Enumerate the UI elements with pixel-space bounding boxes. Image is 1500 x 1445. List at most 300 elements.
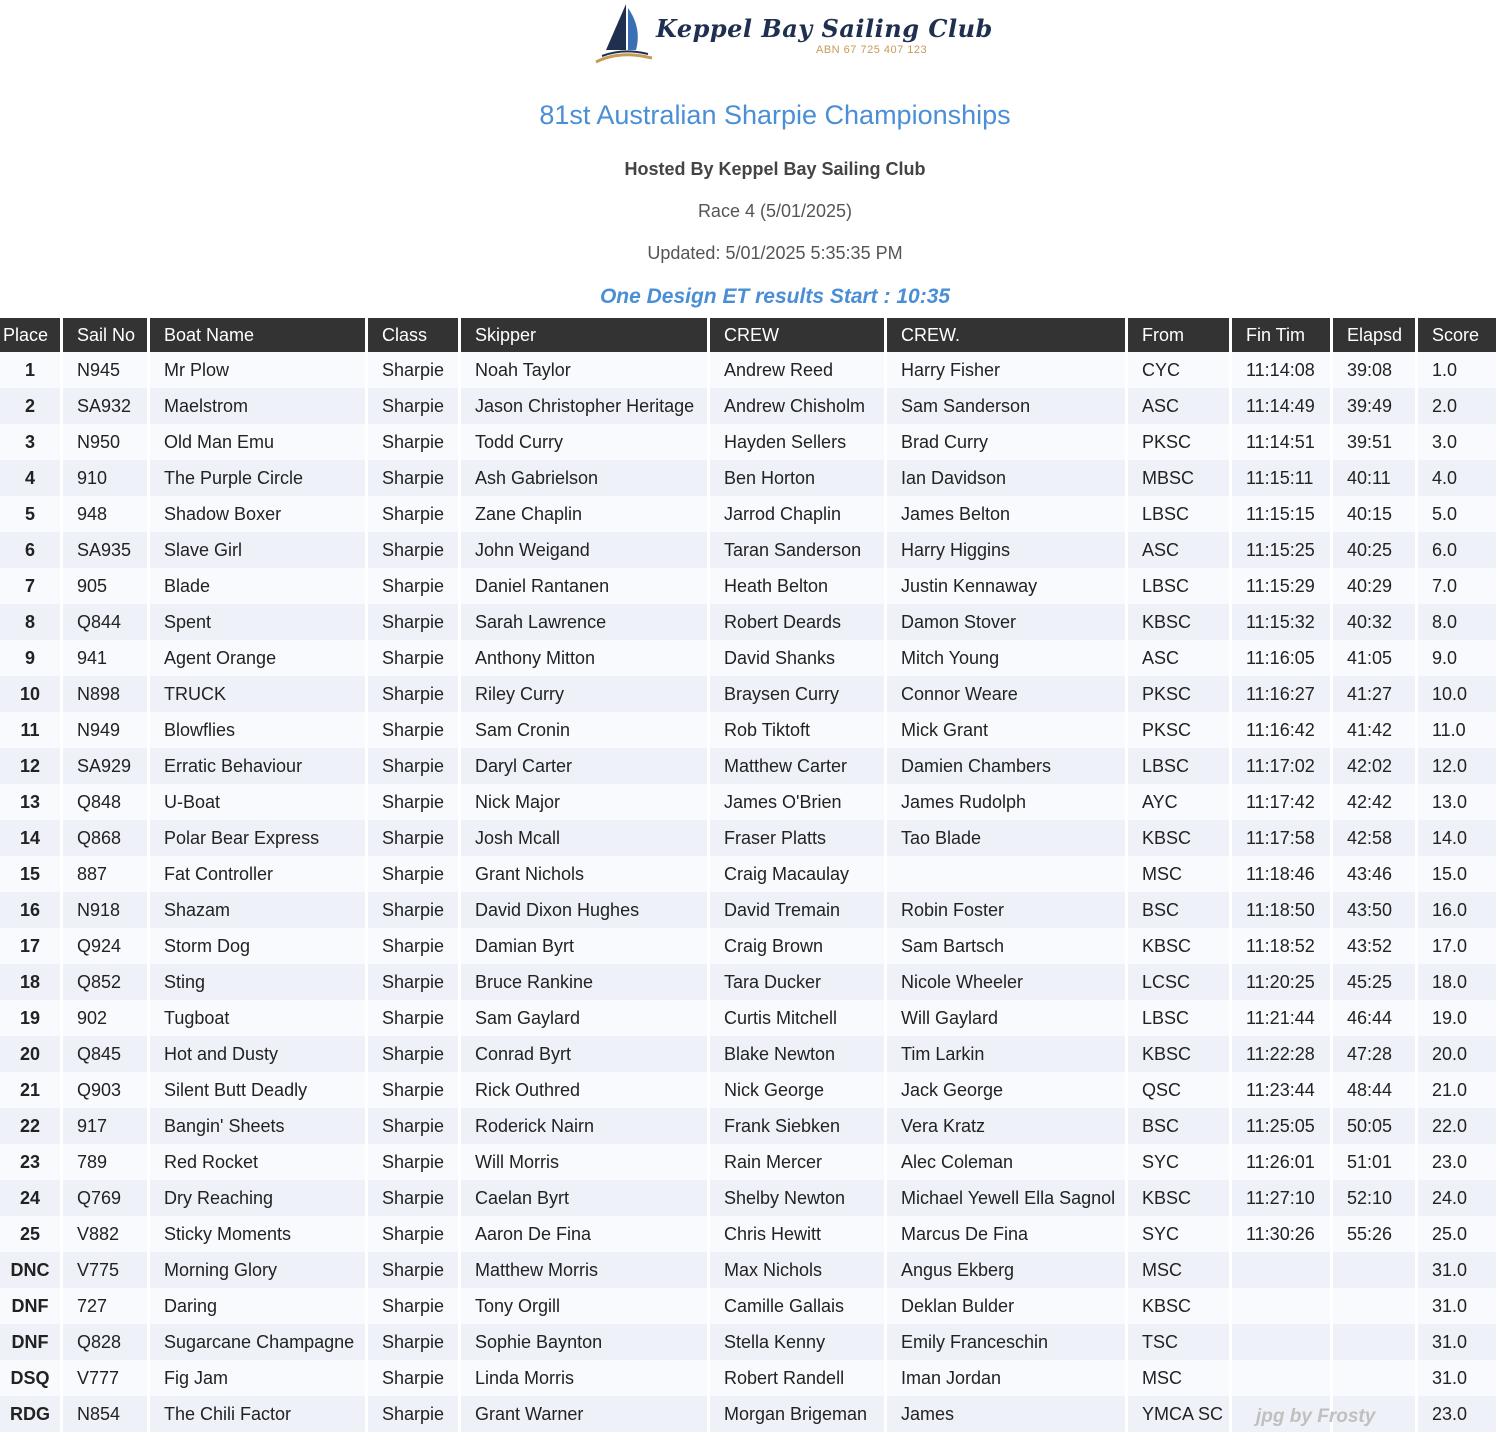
cell-boat-name: Agent Orange: [150, 640, 365, 676]
cell-crew-2: Emily Franceschin: [887, 1324, 1125, 1360]
cell-boat-name: Shadow Boxer: [150, 496, 365, 532]
cell-class: Sharpie: [368, 676, 458, 712]
cell-class: Sharpie: [368, 820, 458, 856]
table-row: [0, 1144, 1496, 1180]
table-row: [0, 568, 1496, 604]
cell-place: 12: [0, 748, 60, 784]
cell-crew: Hayden Sellers: [710, 424, 884, 460]
cell-class: Sharpie: [368, 1288, 458, 1324]
cell-fin-time: 11:16:42: [1232, 712, 1330, 748]
cell-crew: Robert Randell: [710, 1360, 884, 1396]
cell-crew-2: Marcus De Fina: [887, 1216, 1125, 1252]
cell-class: Sharpie: [368, 1360, 458, 1396]
cell-sail-no: 948: [63, 496, 147, 532]
cell-score: 11.0: [1418, 712, 1496, 748]
club-abn: ABN 67 725 407 123: [816, 44, 928, 56]
cell-score: 25.0: [1418, 1216, 1496, 1252]
cell-boat-name: Storm Dog: [150, 928, 365, 964]
cell-from: LBSC: [1128, 496, 1229, 532]
cell-place: 5: [0, 496, 60, 532]
cell-sail-no: 917: [63, 1108, 147, 1144]
cell-score: 22.0: [1418, 1108, 1496, 1144]
cell-score: 31.0: [1418, 1288, 1496, 1324]
cell-elapsed: 43:46: [1333, 856, 1415, 892]
cell-crew-2: James: [887, 1396, 1125, 1432]
cell-class: Sharpie: [368, 892, 458, 928]
cell-place: 18: [0, 964, 60, 1000]
cell-elapsed: 55:26: [1333, 1216, 1415, 1252]
cell-crew-2: Alec Coleman: [887, 1144, 1125, 1180]
table-row: [0, 928, 1496, 964]
cell-crew: Fraser Platts: [710, 820, 884, 856]
cell-crew-2: Angus Ekberg: [887, 1252, 1125, 1288]
cell-elapsed: 41:27: [1333, 676, 1415, 712]
table-row: [0, 676, 1496, 712]
cell-place: 25: [0, 1216, 60, 1252]
cell-boat-name: Spent: [150, 604, 365, 640]
cell-skipper: Rick Outhred: [461, 1072, 707, 1108]
cell-score: 13.0: [1418, 784, 1496, 820]
cell-fin-time: [1232, 1360, 1330, 1396]
cell-boat-name: Dry Reaching: [150, 1180, 365, 1216]
cell-boat-name: Daring: [150, 1288, 365, 1324]
cell-score: 8.0: [1418, 604, 1496, 640]
cell-from: PKSC: [1128, 424, 1229, 460]
cell-elapsed: 41:42: [1333, 712, 1415, 748]
cell-class: Sharpie: [368, 1108, 458, 1144]
table-row: [0, 352, 1496, 388]
cell-fin-time: 11:21:44: [1232, 1000, 1330, 1036]
cell-crew: Taran Sanderson: [710, 532, 884, 568]
cell-score: 31.0: [1418, 1360, 1496, 1396]
cell-sail-no: Q924: [63, 928, 147, 964]
cell-crew-2: Connor Weare: [887, 676, 1125, 712]
cell-boat-name: Hot and Dusty: [150, 1036, 365, 1072]
cell-boat-name: Fat Controller: [150, 856, 365, 892]
cell-from: LBSC: [1128, 568, 1229, 604]
cell-sail-no: V777: [63, 1360, 147, 1396]
cell-fin-time: 11:15:25: [1232, 532, 1330, 568]
cell-from: KBSC: [1128, 928, 1229, 964]
cell-crew: David Tremain: [710, 892, 884, 928]
cell-class: Sharpie: [368, 568, 458, 604]
cell-skipper: Todd Curry: [461, 424, 707, 460]
cell-sail-no: SA935: [63, 532, 147, 568]
cell-crew: Morgan Brigeman: [710, 1396, 884, 1432]
cell-class: Sharpie: [368, 748, 458, 784]
cell-skipper: Sam Gaylard: [461, 1000, 707, 1036]
cell-crew-2: Brad Curry: [887, 424, 1125, 460]
cell-skipper: Josh Mcall: [461, 820, 707, 856]
cell-fin-time: 11:18:52: [1232, 928, 1330, 964]
page-title: 81st Australian Sharpie Championships: [539, 100, 1011, 130]
cell-sail-no: SA932: [63, 388, 147, 424]
table-row: [0, 964, 1496, 1000]
cell-sail-no: Q903: [63, 1072, 147, 1108]
cell-class: Sharpie: [368, 784, 458, 820]
cell-boat-name: Blade: [150, 568, 365, 604]
cell-fin-time: [1232, 1288, 1330, 1324]
cell-score: 18.0: [1418, 964, 1496, 1000]
col-header-boat-name: Boat Name: [150, 318, 365, 352]
cell-skipper: Daniel Rantanen: [461, 568, 707, 604]
cell-crew: Tara Ducker: [710, 964, 884, 1000]
cell-crew-2: [887, 856, 1125, 892]
cell-fin-time: 11:17:42: [1232, 784, 1330, 820]
watermark: jpg by Frosty: [1256, 1406, 1376, 1427]
cell-skipper: Tony Orgill: [461, 1288, 707, 1324]
cell-skipper: Aaron De Fina: [461, 1216, 707, 1252]
cell-crew: James O'Brien: [710, 784, 884, 820]
cell-score: 23.0: [1418, 1144, 1496, 1180]
cell-sail-no: Q848: [63, 784, 147, 820]
cell-crew-2: Sam Sanderson: [887, 388, 1125, 424]
cell-crew-2: Justin Kennaway: [887, 568, 1125, 604]
club-logo: [590, 0, 993, 70]
cell-crew-2: Vera Kratz: [887, 1108, 1125, 1144]
cell-boat-name: The Chili Factor: [150, 1396, 365, 1432]
cell-class: Sharpie: [368, 1072, 458, 1108]
cell-fin-time: 11:18:46: [1232, 856, 1330, 892]
cell-crew: Rain Mercer: [710, 1144, 884, 1180]
table-row: [0, 820, 1496, 856]
cell-crew: Ben Horton: [710, 460, 884, 496]
cell-sail-no: Q845: [63, 1036, 147, 1072]
table-row: [0, 604, 1496, 640]
cell-place: RDG: [0, 1396, 60, 1432]
cell-score: 15.0: [1418, 856, 1496, 892]
cell-elapsed: 46:44: [1333, 1000, 1415, 1036]
cell-class: Sharpie: [368, 424, 458, 460]
cell-score: 31.0: [1418, 1252, 1496, 1288]
cell-crew-2: Robin Foster: [887, 892, 1125, 928]
cell-sail-no: Q852: [63, 964, 147, 1000]
cell-crew-2: James Belton: [887, 496, 1125, 532]
race-info: Race 4 (5/01/2025): [697, 201, 853, 221]
cell-elapsed: 48:44: [1333, 1072, 1415, 1108]
table-row: [0, 1252, 1496, 1288]
cell-boat-name: Slave Girl: [150, 532, 365, 568]
cell-boat-name: Mr Plow: [150, 352, 365, 388]
cell-boat-name: Silent Butt Deadly: [150, 1072, 365, 1108]
cell-crew-2: Ian Davidson: [887, 460, 1125, 496]
cell-boat-name: Blowflies: [150, 712, 365, 748]
cell-crew: Frank Siebken: [710, 1108, 884, 1144]
table-row: [0, 1180, 1496, 1216]
cell-skipper: John Weigand: [461, 532, 707, 568]
cell-boat-name: Fig Jam: [150, 1360, 365, 1396]
cell-from: ASC: [1128, 532, 1229, 568]
cell-sail-no: 905: [63, 568, 147, 604]
cell-place: 4: [0, 460, 60, 496]
cell-from: MSC: [1128, 1252, 1229, 1288]
cell-score: 24.0: [1418, 1180, 1496, 1216]
cell-place: 16: [0, 892, 60, 928]
cell-skipper: Grant Nichols: [461, 856, 707, 892]
cell-place: 21: [0, 1072, 60, 1108]
cell-fin-time: 11:16:05: [1232, 640, 1330, 676]
cell-boat-name: Shazam: [150, 892, 365, 928]
cell-score: 31.0: [1418, 1324, 1496, 1360]
cell-class: Sharpie: [368, 1000, 458, 1036]
cell-from: MSC: [1128, 1360, 1229, 1396]
cell-sail-no: N950: [63, 424, 147, 460]
cell-elapsed: 40:29: [1333, 568, 1415, 604]
cell-fin-time: 11:14:08: [1232, 352, 1330, 388]
cell-elapsed: 40:15: [1333, 496, 1415, 532]
col-header-crew-2: CREW.: [887, 318, 1125, 352]
cell-elapsed: 39:08: [1333, 352, 1415, 388]
cell-crew-2: James Rudolph: [887, 784, 1125, 820]
table-row: [0, 712, 1496, 748]
cell-from: MBSC: [1128, 460, 1229, 496]
cell-crew: Max Nichols: [710, 1252, 884, 1288]
col-header-sail-no: Sail No: [63, 318, 147, 352]
cell-score: 9.0: [1418, 640, 1496, 676]
cell-score: 1.0: [1418, 352, 1496, 388]
cell-crew: Camille Gallais: [710, 1288, 884, 1324]
cell-class: Sharpie: [368, 496, 458, 532]
cell-class: Sharpie: [368, 1396, 458, 1432]
cell-from: ASC: [1128, 388, 1229, 424]
cell-from: BSC: [1128, 1108, 1229, 1144]
cell-sail-no: N949: [63, 712, 147, 748]
cell-place: 20: [0, 1036, 60, 1072]
results-table: [0, 318, 1499, 1432]
cell-skipper: Linda Morris: [461, 1360, 707, 1396]
table-row: [0, 1036, 1496, 1072]
cell-crew-2: Mitch Young: [887, 640, 1125, 676]
cell-crew: Andrew Reed: [710, 352, 884, 388]
cell-crew-2: Harry Fisher: [887, 352, 1125, 388]
cell-boat-name: TRUCK: [150, 676, 365, 712]
cell-sail-no: 902: [63, 1000, 147, 1036]
cell-from: KBSC: [1128, 1036, 1229, 1072]
cell-from: KBSC: [1128, 1180, 1229, 1216]
table-row: [0, 1216, 1496, 1252]
cell-class: Sharpie: [368, 1144, 458, 1180]
col-header-fin-time: Fin Tim: [1232, 318, 1330, 352]
cell-class: Sharpie: [368, 856, 458, 892]
col-header-elapsed: Elapsd: [1333, 318, 1415, 352]
cell-place: 22: [0, 1108, 60, 1144]
cell-from: KBSC: [1128, 1288, 1229, 1324]
cell-score: 2.0: [1418, 388, 1496, 424]
cell-fin-time: 11:20:25: [1232, 964, 1330, 1000]
cell-skipper: Bruce Rankine: [461, 964, 707, 1000]
cell-skipper: Zane Chaplin: [461, 496, 707, 532]
cell-place: DSQ: [0, 1360, 60, 1396]
cell-sail-no: Q828: [63, 1324, 147, 1360]
cell-elapsed: [1333, 1288, 1415, 1324]
col-header-place: Place: [0, 318, 60, 352]
cell-crew: Chris Hewitt: [710, 1216, 884, 1252]
cell-crew-2: Mick Grant: [887, 712, 1125, 748]
cell-boat-name: Sting: [150, 964, 365, 1000]
cell-place: 24: [0, 1180, 60, 1216]
col-header-skipper: Skipper: [461, 318, 707, 352]
cell-sail-no: SA929: [63, 748, 147, 784]
cell-sail-no: N854: [63, 1396, 147, 1432]
cell-fin-time: 11:17:58: [1232, 820, 1330, 856]
cell-class: Sharpie: [368, 1324, 458, 1360]
cell-sail-no: N898: [63, 676, 147, 712]
cell-boat-name: Erratic Behaviour: [150, 748, 365, 784]
cell-class: Sharpie: [368, 1216, 458, 1252]
cell-from: PKSC: [1128, 676, 1229, 712]
cell-from: BSC: [1128, 892, 1229, 928]
cell-crew-2: Deklan Bulder: [887, 1288, 1125, 1324]
cell-boat-name: Tugboat: [150, 1000, 365, 1036]
cell-sail-no: V775: [63, 1252, 147, 1288]
hosted-by: Hosted By Keppel Bay Sailing Club: [624, 159, 926, 179]
cell-place: 1: [0, 352, 60, 388]
cell-sail-no: N918: [63, 892, 147, 928]
cell-score: 5.0: [1418, 496, 1496, 532]
table-row: [0, 784, 1496, 820]
cell-crew-2: Damon Stover: [887, 604, 1125, 640]
cell-place: 2: [0, 388, 60, 424]
cell-skipper: Noah Taylor: [461, 352, 707, 388]
cell-crew: Braysen Curry: [710, 676, 884, 712]
cell-skipper: Caelan Byrt: [461, 1180, 707, 1216]
cell-place: DNF: [0, 1288, 60, 1324]
cell-crew: Jarrod Chaplin: [710, 496, 884, 532]
cell-crew: Nick George: [710, 1072, 884, 1108]
cell-elapsed: 43:50: [1333, 892, 1415, 928]
cell-sail-no: 941: [63, 640, 147, 676]
sailboat-logo-icon: [590, 0, 660, 70]
cell-place: 15: [0, 856, 60, 892]
cell-skipper: Roderick Nairn: [461, 1108, 707, 1144]
cell-skipper: David Dixon Hughes: [461, 892, 707, 928]
cell-from: AYC: [1128, 784, 1229, 820]
cell-elapsed: 39:49: [1333, 388, 1415, 424]
cell-score: 17.0: [1418, 928, 1496, 964]
col-header-crew: CREW: [710, 318, 884, 352]
cell-boat-name: Polar Bear Express: [150, 820, 365, 856]
cell-crew: Craig Macaulay: [710, 856, 884, 892]
cell-score: 4.0: [1418, 460, 1496, 496]
cell-boat-name: Red Rocket: [150, 1144, 365, 1180]
cell-score: 19.0: [1418, 1000, 1496, 1036]
table-row: [0, 892, 1496, 928]
cell-sail-no: N945: [63, 352, 147, 388]
cell-elapsed: 50:05: [1333, 1108, 1415, 1144]
cell-sail-no: Q868: [63, 820, 147, 856]
table-row: [0, 1324, 1496, 1360]
cell-fin-time: 11:14:51: [1232, 424, 1330, 460]
table-row: [0, 496, 1496, 532]
cell-from: LCSC: [1128, 964, 1229, 1000]
cell-class: Sharpie: [368, 928, 458, 964]
cell-elapsed: 47:28: [1333, 1036, 1415, 1072]
cell-sail-no: 887: [63, 856, 147, 892]
cell-crew: Rob Tiktoft: [710, 712, 884, 748]
table-row: [0, 1108, 1496, 1144]
cell-skipper: Will Morris: [461, 1144, 707, 1180]
cell-place: 6: [0, 532, 60, 568]
cell-crew-2: Michael Yewell Ella Sagnol: [887, 1180, 1125, 1216]
cell-crew: Shelby Newton: [710, 1180, 884, 1216]
cell-place: 3: [0, 424, 60, 460]
cell-elapsed: 41:05: [1333, 640, 1415, 676]
cell-class: Sharpie: [368, 712, 458, 748]
cell-fin-time: 11:15:32: [1232, 604, 1330, 640]
cell-fin-time: [1232, 1324, 1330, 1360]
cell-from: SYC: [1128, 1144, 1229, 1180]
cell-elapsed: 52:10: [1333, 1180, 1415, 1216]
cell-skipper: Sophie Baynton: [461, 1324, 707, 1360]
table-row: [0, 640, 1496, 676]
results-body: [0, 352, 1496, 1432]
cell-elapsed: 40:32: [1333, 604, 1415, 640]
cell-fin-time: 11:18:50: [1232, 892, 1330, 928]
cell-sail-no: 727: [63, 1288, 147, 1324]
cell-fin-time: 11:14:49: [1232, 388, 1330, 424]
cell-boat-name: The Purple Circle: [150, 460, 365, 496]
cell-skipper: Conrad Byrt: [461, 1036, 707, 1072]
cell-crew: Stella Kenny: [710, 1324, 884, 1360]
cell-crew: Blake Newton: [710, 1036, 884, 1072]
table-row: [0, 460, 1496, 496]
cell-elapsed: [1333, 1252, 1415, 1288]
cell-elapsed: 40:25: [1333, 532, 1415, 568]
cell-crew-2: Tim Larkin: [887, 1036, 1125, 1072]
cell-crew: Curtis Mitchell: [710, 1000, 884, 1036]
cell-from: MSC: [1128, 856, 1229, 892]
cell-from: QSC: [1128, 1072, 1229, 1108]
cell-crew-2: Sam Bartsch: [887, 928, 1125, 964]
cell-skipper: Grant Warner: [461, 1396, 707, 1432]
cell-fin-time: 11:15:11: [1232, 460, 1330, 496]
cell-from: TSC: [1128, 1324, 1229, 1360]
cell-crew-2: Nicole Wheeler: [887, 964, 1125, 1000]
cell-class: Sharpie: [368, 460, 458, 496]
cell-elapsed: 43:52: [1333, 928, 1415, 964]
start-info: One Design ET results Start : 10:35: [599, 285, 951, 308]
cell-place: DNF: [0, 1324, 60, 1360]
cell-sail-no: Q769: [63, 1180, 147, 1216]
cell-score: 20.0: [1418, 1036, 1496, 1072]
table-row: [0, 388, 1496, 424]
cell-crew-2: Damien Chambers: [887, 748, 1125, 784]
col-header-score: Score: [1418, 318, 1496, 352]
cell-class: Sharpie: [368, 1252, 458, 1288]
cell-score: 21.0: [1418, 1072, 1496, 1108]
cell-skipper: Ash Gabrielson: [461, 460, 707, 496]
cell-fin-time: 11:17:02: [1232, 748, 1330, 784]
cell-score: 14.0: [1418, 820, 1496, 856]
cell-place: 17: [0, 928, 60, 964]
cell-sail-no: Q844: [63, 604, 147, 640]
cell-fin-time: [1232, 1252, 1330, 1288]
cell-from: PKSC: [1128, 712, 1229, 748]
col-header-class: Class: [368, 318, 458, 352]
cell-boat-name: Maelstrom: [150, 388, 365, 424]
cell-skipper: Matthew Morris: [461, 1252, 707, 1288]
cell-fin-time: 11:15:29: [1232, 568, 1330, 604]
cell-skipper: Jason Christopher Heritage: [461, 388, 707, 424]
cell-place: 8: [0, 604, 60, 640]
cell-from: ASC: [1128, 640, 1229, 676]
cell-skipper: Damian Byrt: [461, 928, 707, 964]
cell-elapsed: 39:51: [1333, 424, 1415, 460]
cell-from: CYC: [1128, 352, 1229, 388]
cell-fin-time: 11:25:05: [1232, 1108, 1330, 1144]
cell-class: Sharpie: [368, 532, 458, 568]
cell-crew: Matthew Carter: [710, 748, 884, 784]
